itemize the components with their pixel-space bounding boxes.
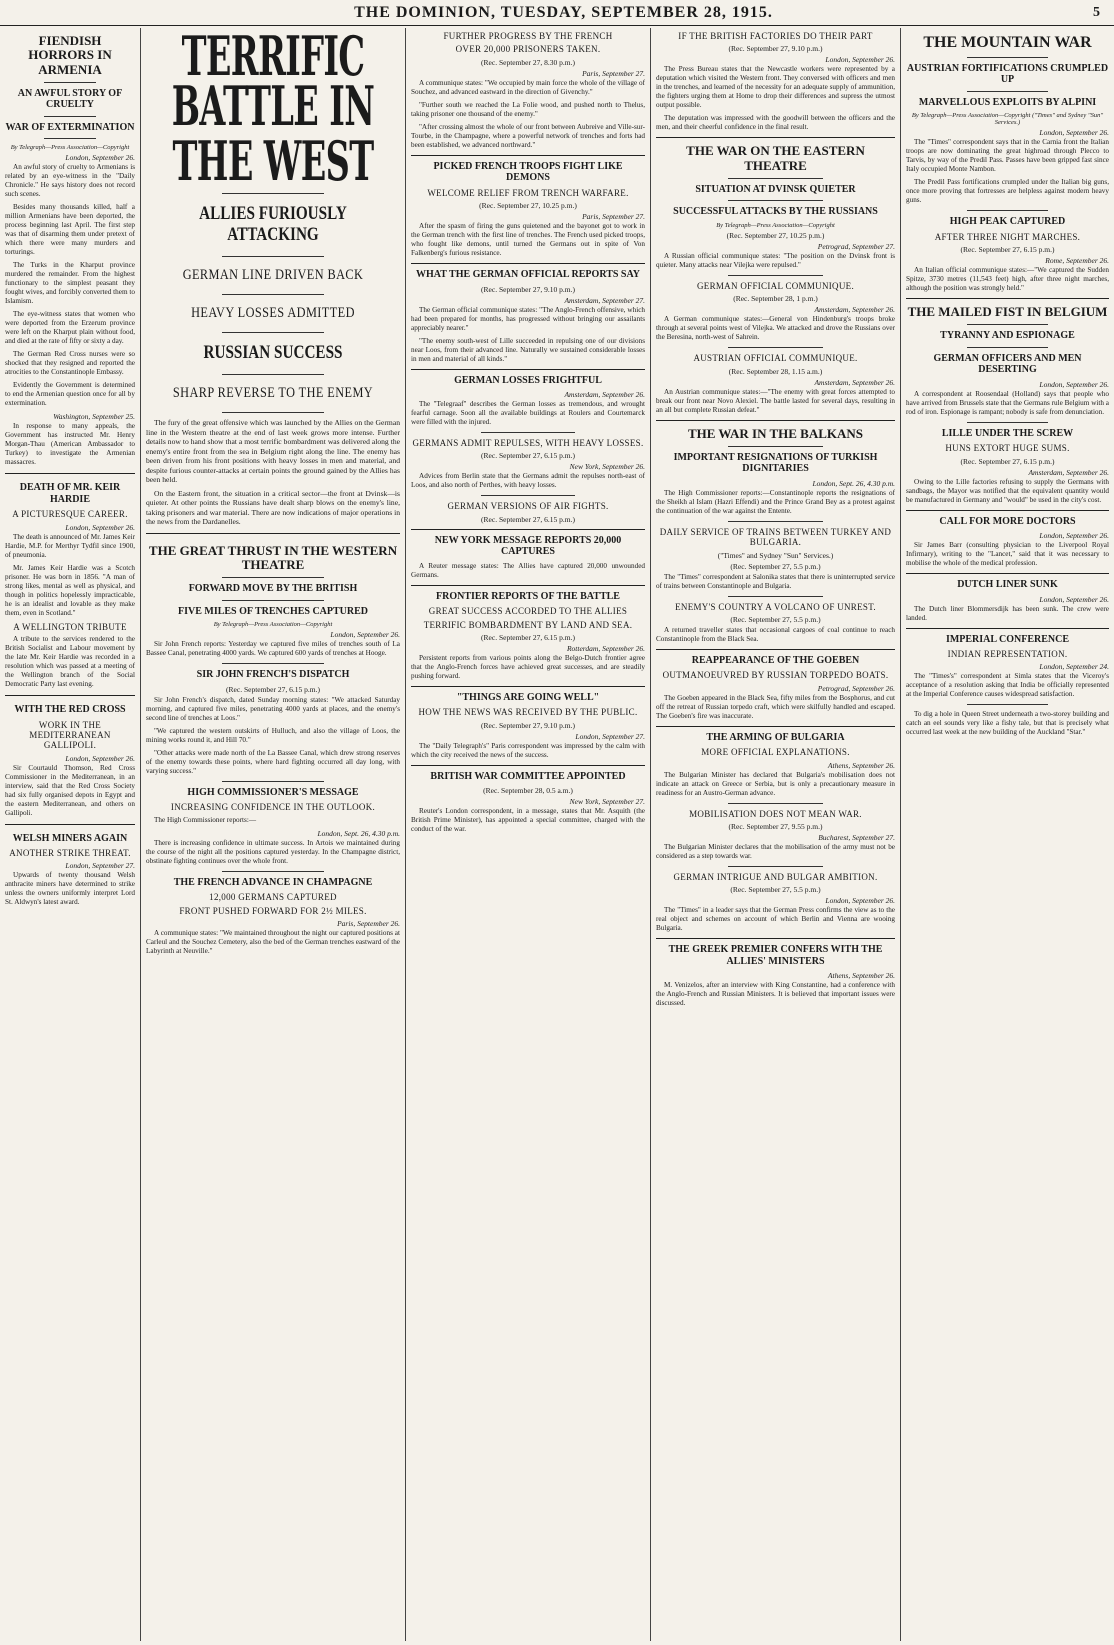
dateline: London, September 26. (65, 153, 135, 163)
subhead: HOW THE NEWS WAS RECEIVED BY THE PUBLIC. (418, 707, 638, 718)
headline-volcano: ENEMY'S COUNTRY A VOLCANO OF UNREST. (675, 601, 876, 612)
subhead: 12,000 GERMANS CAPTURED (209, 892, 337, 903)
dateline: London, September 26. (1039, 594, 1109, 604)
article-paragraph: A tribute to the services rendered to the British Socialist and Labour movement by the late Mr. Keir Hardie was recorded in a resolution which was passed at a meeting of the Wellington branch of the Social Democratic Party last evening. (5, 635, 135, 689)
article-paragraph: "Other attacks were made north of the La Bassee Canal, which drew strong reserves of the enemy towards these points, where hard fighting occurred all day long, with varying success." (146, 748, 400, 775)
headline-goeben: REAPPEARANCE OF THE GOEBEN (691, 654, 860, 666)
headline-french-dispatch: SIR JOHN FRENCH'S DISPATCH (196, 669, 350, 681)
subhead: INCREASING CONFIDENCE IN THE OUTLOOK. (170, 802, 376, 813)
article-paragraph: An Austrian communique states:—"The enemy with great forces attempted to break our front near Novo Alexiel. The battle lasted for several days, resulting in an all but complete Russian defeat." (656, 387, 895, 414)
column-3 (405, 28, 650, 1641)
headline-imperial-conference: IMPERIAL CONFERENCE (945, 633, 1070, 645)
subhead: SUCCESSFUL ATTACKS BY THE RUSSIANS (673, 206, 878, 218)
dateline: London, September 27. (575, 731, 645, 741)
received-time: (Rec. September 27, 9.10 p.m.) (728, 44, 823, 54)
headline-dutch-liner: DUTCH LINER SUNK (957, 579, 1058, 591)
headline-great-thrust: THE GREAT THRUST IN THE WESTERN THEATRE (148, 542, 398, 573)
headline-german-communique: GERMAN OFFICIAL COMMUNIQUE. (696, 280, 855, 291)
dateline: London, September 26. (825, 55, 895, 65)
dateline: Bucharest, September 27. (818, 832, 895, 842)
received-time: (Rec. September 27, 5.5 p.m.) (730, 614, 821, 624)
dateline: Amsterdam, September 27. (564, 295, 645, 305)
subhead: HUNS EXTORT HUGE SUMS. (945, 443, 1070, 454)
article-paragraph: Reuter's London correspondent, in a message, states that Mr. Asquith (the British Prime Minister), has appointed a special committee, charged with the conduct of the war. (411, 807, 645, 834)
article-paragraph: Sir John French reports: Yesterday we captured five miles of trenches south of La Bassee Canal, penetrating 4000 yards. We captured 600 yards of trenches at Hooge. (146, 640, 400, 658)
subhead: MORE OFFICIAL EXPLANATIONS. (701, 747, 850, 758)
newspaper-title: THE DOMINION, TUESDAY, SEPTEMBER 28, 1915. (354, 3, 773, 21)
headline-greek-premier: THE GREEK PREMIER CONFERS WITH THE ALLIES' MINISTERS (668, 944, 883, 967)
headline-armenia: FIENDISH HORRORS IN ARMENIA (28, 33, 112, 77)
received-time: (Rec. September 27, 5.5 p.m.) (730, 885, 821, 895)
article-paragraph: An awful story of cruelty to Armenians is related by an eye-witness in the "Daily Chronicle." He says history does not record such scenes. (5, 163, 135, 199)
article-paragraph: An Italian official communique states:—"We captured the Sudden Spitze, 3730 metres (11,543 feet) high, after three night marches, although the position was strongly held." (906, 265, 1109, 292)
main-headline-line-2: THE WEST (172, 129, 374, 194)
subhead: FRONT PUSHED FORWARD FOR 2½ MILES. (179, 905, 367, 916)
headline-british-factories: IF THE BRITISH FACTORIES DO THEIR PART (678, 31, 873, 41)
dateline: New York, September 27. (569, 797, 645, 807)
article-paragraph: A returned traveller states that occasional cargoes of coal continue to reach Constantinople from the Black Sea. (656, 625, 895, 643)
article-paragraph: Evidently the Government is determined to end the Armenian question once for all by extermination. (5, 381, 135, 408)
dateline: London, September 26. (65, 753, 135, 763)
article-paragraph: Owing to the Lille factories refusing to supply the Germans with sandbags, the Mayor was notified that the equivalent quantity would be manufactured in Germany and "would" be used in the city's cost. (906, 477, 1109, 504)
subhead: WELCOME RELIEF FROM TRENCH WARFARE. (427, 187, 629, 198)
article-paragraph: The Press Bureau states that the Newcastle workers were represented by a deputation which visited the Western front. They conversed with officers and men in the trenches, and learned of the necessity for an adequate supply of ammunition, the fighters urging them at Home to drop their differences and supress the utmost output possible. (656, 65, 895, 110)
article-paragraph: Persistent reports from various points along the Belgo-Dutch frontier agree that the Anglo-French forces have achieved great successes, and are steadily pushing forward. (411, 653, 645, 680)
article-paragraph: A correspondent at Roosendaal (Holland) says that people who have arrived from Brussels state that the Germans rule Belgium with a rod of iron. Espionage is rampant; nobody is safe from denunciation. (906, 389, 1109, 416)
article-paragraph: The "Times's" correspondent at Simla states that the Viceroy's acceptance of a resolution asking that India be officially represented at the Imperial Conference causes widespread satisfaction. (906, 672, 1109, 699)
headline-war-committee: BRITISH WAR COMMITTEE APPOINTED (430, 770, 626, 782)
received-time: (Rec. September 27, 9.10 p.m.) (481, 284, 575, 294)
dateline: Paris, September 27. (582, 68, 645, 78)
received-time: (Rec. September 27, 5.5 p.m.) (730, 561, 821, 571)
article-paragraph: "We captured the western outskirts of Hulluch, and also the village of Loos, the mining works round it, and Hill 70." (146, 726, 400, 744)
dateline: Athens, September 26. (827, 971, 895, 981)
article-paragraph: The High Commissioner reports:—Constantinople reports the resignations of the Sheikh al Islam (Hazri Effendi) and the Prince Grand Bey as a protest against the continuation of the war against the Entente. (656, 488, 895, 515)
dateline: London, September 26. (825, 896, 895, 906)
article-paragraph: The deputation was impressed with the goodwill between the officers and the men, and their cheerful confidence in the final result. (656, 114, 895, 132)
subhead: GREAT SUCCESS ACCORDED TO THE ALLIES (428, 606, 628, 617)
article-paragraph: Upwards of twenty thousand Welsh anthracite miners have determined to strike unless the owners uniformly interpret Lord St. Aldwyn's latest award. (5, 871, 135, 907)
main-headline-line-1: TERRIFIC BATTLE IN (171, 28, 375, 138)
article-paragraph: "The enemy south-west of Lille succeeded in repulsing one of our divisions near Loos, from their advanced line. Naturally we sustained considerable losses in men and material of all kinds." (411, 336, 645, 363)
received-time: (Rec. September 27, 6.15 p.m.) (960, 244, 1055, 254)
dateline: London, September 26. (1039, 128, 1109, 138)
article-paragraph: In response to many appeals, the Government has instructed Mr. Henry Morgan-Thau (American Ambassador to Turkey) to investigate the Armenian massacres. (5, 422, 135, 467)
article-paragraph: The "Daily Telegraph's" Paris correspondent was impressed by the calm with which the city received the news of the success. (411, 741, 645, 759)
article-paragraph: The "Times" in a leader says that the German Press confirms the view as to the real object and schemes on account of which Berlin and Vienna are wooing Bulgaria. (656, 906, 895, 933)
dateline: Washington, September 25. (53, 412, 135, 422)
article-paragraph: "After crossing almost the whole of our front between Aubreive and Ville-sur-Tourbe, in the Champagne, where a powerful network of trenches and forts had been established, we advanced northward." (411, 122, 645, 149)
headline-frontier-reports: FRONTIER REPORTS OF THE BATTLE (436, 590, 620, 602)
headline-picked-troops: PICKED FRENCH TROOPS FIGHT LIKE DEMONS (433, 160, 623, 184)
subhead: WORK IN THE MEDITERRANEAN GALLIPOLI. (29, 719, 111, 751)
subhead: A WELLINGTON TRIBUTE (13, 621, 127, 632)
article-paragraph: The Bulgarian Minister has declared that Bulgaria's mobilisation does not indicate an attack on Greece or Serbia, but is only a precautionary measure in readiness for an Austro-German advance. (656, 770, 895, 797)
received-time: (Rec. September 27, 6.15 p.m.) (226, 684, 320, 694)
dateline: Petrograd, September 26. (817, 683, 895, 693)
headline-arming-bulgaria: THE ARMING OF BULGARIA (706, 731, 845, 743)
column-2 (140, 28, 405, 1641)
dateline: Amsterdam, September 26. (814, 377, 895, 387)
subhead: TYRANNY AND ESPIONAGE (940, 330, 1075, 342)
article-paragraph: Advices from Berlin state that the Germans admit the repulses north-east of Loos, and also north of Perthes, with heavy losses. (411, 472, 645, 490)
subhead: FIVE MILES OF TRENCHES CAPTURED (177, 605, 369, 617)
article-paragraph: A Russian official communique states: "The position on the Dvinsk front is quieter. Many attacks near Vilejka were repulsed." (656, 251, 895, 269)
headline-red-cross: WITH THE RED CROSS (14, 704, 126, 716)
received-time: (Rec. September 27, 9.10 p.m.) (481, 720, 575, 730)
received-time: (Rec. September 27, 6.15 p.m.) (481, 514, 575, 524)
received-time: (Rec. September 27, 9.55 p.m.) (728, 821, 823, 831)
headline-high-commissioner: HIGH COMMISSIONER'S MESSAGE (187, 786, 359, 798)
masthead (0, 0, 1114, 26)
dateline: Athens, September 26. (827, 760, 895, 770)
headline-german-losses: GERMAN LOSSES FRIGHTFUL (454, 374, 602, 386)
received-time: (Rec. September 27, 6.15 p.m.) (960, 456, 1055, 466)
headline-high-peak: HIGH PEAK CAPTURED (949, 216, 1066, 228)
subhead: AN AWFUL STORY OF CRUELTY (17, 87, 123, 111)
received-time: (Rec. September 27, 10.25 p.m.) (726, 230, 825, 240)
headline-going-well: "THINGS ARE GOING WELL" (456, 691, 600, 703)
article-paragraph: A communique states: "We occupied by main force the whole of the village of Souchez, and advanced eastward in the direction of Givenchy." (411, 78, 645, 96)
article-paragraph: "Further south we reached the La Folie wood, and pushed north to Thelus, taking prisoner one thousand of the enemy." (411, 100, 645, 118)
article-paragraph: A Reuter message states: The Allies have captured 20,000 unwounded Germans. (411, 561, 645, 579)
subhead: FORWARD MOVE BY THE BRITISH (188, 583, 358, 595)
subhead: TERRIFIC BOMBARDMENT BY LAND AND SEA. (423, 619, 633, 630)
article-paragraph: Sir John French's dispatch, dated Sunday morning states: "We attacked Saturday morning, and captured five miles, penetrating 4000 yards at places, and the enemy's second line of trenches at Loos." (146, 695, 400, 722)
article-paragraph: The "Times" correspondent at Salonika states that there is uninterrupted service of trains between Constantinople and Bulgaria. (656, 572, 895, 590)
page-number: 5 (1093, 4, 1100, 20)
headline-20000-captures: NEW YORK MESSAGE REPORTS 20,000 CAPTURES (434, 534, 622, 558)
article-paragraph: The death is announced of Mr. James Keir Hardie, M.P. for Merthyr Tydfil since 1900, of pneumonia. (5, 532, 135, 559)
headline-eastern-theatre: THE WAR ON THE EASTERN THEATRE (686, 143, 865, 173)
article-paragraph: The Dutch liner Blommersdijk has been sunk. The crew were landed. (906, 604, 1109, 622)
article-paragraph: The German Red Cross nurses were so shocked that they resigned and reported the atrocities to the Constantinople Embassy. (5, 350, 135, 377)
headline-further-progress: FURTHER PROGRESS BY THE FRENCH (443, 31, 613, 41)
received-time: (Rec. September 27, 6.15 p.m.) (481, 451, 575, 461)
dateline: London, September 26. (65, 522, 135, 532)
dateline: London, September 24. (1039, 662, 1109, 672)
article-paragraph: There is increasing confidence in ultimate success. In Artois we maintained during the course of the night all the positions captured yesterday. In the Champagne district, obstinate fighting continues over the whole front. (146, 838, 400, 865)
article-paragraph: The Bulgarian Minister declares that the mobilisation of the army must not be considered as a step towards war. (656, 842, 895, 860)
subhead: OVER 20,000 PRISONERS TAKEN. (455, 44, 601, 55)
article-paragraph: The High Commissioner reports:— (154, 815, 257, 824)
article-paragraph: The fury of the great offensive which was launched by the Allies on the German line in the Western theatre at the end of last week grows more intense. Further details now to hand show that a most terrific bombardment was delivered along the enemy's entire front from the sea in Belgium right along the line. The enemy has been driven from his front positions with heavy losses in men and material, and despite furious counter-attacks at certain points the ground gained by the Allies has been held. (146, 418, 400, 485)
dateline: Petrograd, September 27. (817, 241, 895, 251)
subhead: AFTER THREE NIGHT MARCHES. (934, 231, 1081, 242)
received-time: (Rec. September 27, 8.30 p.m.) (481, 57, 575, 67)
credit-line: By Telegraph—Press Association—Copyright (716, 221, 835, 229)
article-paragraph: The "Times" correspondent says that in the Carnia front the Italian troops are now dominating the great highroad through Plecco to Tarvis, by way of the Predil Pass. Passes have been gripped fast since Italy occupied Monte Nambon. (906, 138, 1109, 174)
headline-welsh-miners: WELSH MINERS AGAIN (12, 832, 128, 844)
dateline: London, Sept. 26, 4.30 p.m. (317, 828, 400, 838)
dateline: New York, September 26. (569, 462, 645, 472)
received-time: (Rec. September 27, 10.25 p.m.) (479, 201, 577, 211)
dateline: London, Sept. 26, 4.30 p.m. (812, 478, 895, 488)
subhead: MARVELLOUS EXPLOITS BY ALPINI (918, 96, 1097, 108)
main-subheadline: RUSSIAN SUCCESS (203, 342, 343, 364)
article-paragraph: Sir James Barr (consulting physician to the Liverpool Royal Infirmary), writing to the "Lancet," said that it was necessary to mobilise the whole of the medical profession. (906, 541, 1109, 568)
headline-german-reports: WHAT THE GERMAN OFFICIAL REPORTS SAY (415, 269, 641, 281)
article-paragraph: The Predil Pass fortifications crumpled under the Italian big guns, once more proving that fortresses are helpless against modern heavy guns. (906, 178, 1109, 205)
dateline: Rotterdam, September 26. (566, 643, 645, 653)
dateline: Amsterdam, September 26. (1028, 467, 1109, 477)
subhead: OUTMANOEUVRED BY RUSSIAN TORPEDO BOATS. (662, 670, 889, 681)
headline-mailed-fist: THE MAILED FIST IN BELGIUM (907, 303, 1108, 319)
dateline: London, September 27. (65, 861, 135, 871)
received-time: (Rec. September 27, 6.15 p.m.) (481, 632, 575, 642)
subhead: GERMAN OFFICERS AND MEN DESERTING (933, 352, 1082, 376)
article-paragraph: A communique states: "We maintained throughout the night our captured positions at Carleul and the Souchez Cemetery, also the bed of the German trenches eastward of the Labyrinth at Neuville." (146, 928, 400, 955)
main-subheadline: ALLIES FURIOUSLY ATTACKING (199, 203, 347, 245)
headline-austrian-communique: AUSTRIAN OFFICIAL COMMUNIQUE. (693, 353, 858, 364)
headline-german-intrigue: GERMAN INTRIGUE AND BULGAR AMBITION. (673, 871, 878, 882)
subhead: INDIAN REPRESENTATION. (947, 649, 1068, 660)
headline-keir-hardie: DEATH OF MR. KEIR HARDIE (19, 482, 121, 505)
subhead: SITUATION AT DVINSK QUIETER (695, 183, 856, 195)
headline-balkans: THE WAR IN THE BALKANS (687, 425, 864, 441)
service-credit: ("Times" and Sydney "Sun" Services.) (717, 550, 834, 560)
subhead: IMPORTANT RESIGNATIONS OF TURKISH DIGNITARIES (673, 451, 878, 475)
dateline: Amsterdam, September 26. (814, 305, 895, 315)
credit-line: By Telegraph—Press Association—Copyright (213, 621, 333, 629)
article-paragraph: To dig a hole in Queen Street underneath a two-storey building and catch an eel sounds very like a fishy tale, but that is precisely what occurred last week at the new building of the Auckland "Star." (906, 710, 1109, 737)
article-paragraph: On the Eastern front, the situation in a critical sector—the front at Dvinsk—is quieter. At other points the Russians have dealt sharp blows on the enemy's line, taking prisoners and war material. There are now indications of major operations in the news from the Dardanelles. (146, 488, 400, 527)
article-paragraph: M. Venizelos, after an interview with King Constantine, had a conference with the Anglo-French and Russian Ministers. It is believed that important issues were discussed. (656, 981, 895, 1008)
headline-air-fights: GERMAN VERSIONS OF AIR FIGHTS. (447, 501, 609, 512)
article-paragraph: The Turks in the Kharput province murdered the remainder. From the highest functionary to the simplest peasant they fought wives, and forcibly converted them to Islamism. (5, 261, 135, 306)
dateline: Amsterdam, September 26. (564, 390, 645, 400)
article-paragraph: The German official communique states: "The Anglo-French offensive, which had been prepared for months, has progressed without bringing our assailants appreciably nearer." (411, 305, 645, 332)
headline-doctors: CALL FOR MORE DOCTORS (939, 515, 1076, 527)
dateline: Paris, September 26. (337, 918, 400, 928)
headline-trains: DAILY SERVICE OF TRAINS BETWEEN TURKEY AND BULGARIA. (659, 526, 892, 548)
dateline: London, September 26. (1039, 531, 1109, 541)
dateline: London, September 26. (330, 630, 400, 640)
received-time: (Rec. September 28, 1 p.m.) (733, 294, 818, 304)
headline-mountain-war: THE MOUNTAIN WAR (923, 34, 1092, 51)
headline-mobilisation: MOBILISATION DOES NOT MEAN WAR. (689, 808, 862, 819)
article-paragraph: The Goeben appeared in the Black Sea, fifty miles from the Bosphorus, and cut off the retreat of Russian torpedo craft, which were skilfully handled and escaped. The Goeben's fire was inaccurate. (656, 693, 895, 720)
column-4 (650, 28, 900, 1641)
subhead: A PICTURESQUE CAREER. (12, 509, 128, 520)
article-paragraph: A German communique states:—General von Hindenburg's troops broke through at several points west of Vilejka. We attacked and drove the Russians over the Beresina, north-west of Sahrein. (656, 315, 895, 342)
received-time: (Rec. September 28, 1.15 a.m.) (728, 366, 823, 376)
subhead: AUSTRIAN FORTIFICATIONS CRUMPLED UP (906, 62, 1109, 86)
headline-germans-admit: GERMANS ADMIT REPULSES, WITH HEAVY LOSSES. (412, 438, 644, 449)
subhead: ANOTHER STRIKE THREAT. (9, 848, 131, 859)
main-subheadline: HEAVY LOSSES ADMITTED (191, 305, 355, 322)
article-paragraph: The "Telegraaf" describes the German losses as tremendous, and wrought fearful carnage. Soon all the available buildings at Roulers and Courtemarck were filled with the injured. (411, 400, 645, 427)
dateline: London, September 26. (1039, 379, 1109, 389)
credit-line: By Telegraph—Press Association—Copyright ("Times" and Sydney "Sun" Services.) (911, 112, 1104, 127)
received-time: (Rec. September 28, 0.5 a.m.) (483, 786, 573, 796)
main-subheadline: SHARP REVERSE TO THE ENEMY (172, 385, 374, 402)
headline-champagne: THE FRENCH ADVANCE IN CHAMPAGNE (173, 876, 373, 888)
headline-lille: LILLE UNDER THE SCREW (941, 427, 1074, 439)
article-paragraph: Sir Courtauld Thomson, Red Cross Commissioner in the Mediterranean, in an interview, said that the Red Cross Society had six fully organised depots in Egypt and the eastern Mediterranean, and others on Gallipoli. (5, 763, 135, 817)
column-5 (900, 28, 1114, 1641)
subhead: WAR OF EXTERMINATION (5, 121, 135, 133)
column-1 (0, 28, 140, 1641)
dateline: Rome, September 26. (1045, 255, 1109, 265)
main-subheadline: GERMAN LINE DRIVEN BACK (182, 266, 364, 283)
article-paragraph: The eye-witness states that women who were deported from the Erzerum province were left on the Kharput plain without food, and died at the rate of fifty or sixty a day. (5, 310, 135, 346)
article-paragraph: Besides many thousands killed, half a million Armenians have been deported, the process beginning last April. The first step was that of disarming them under pretext of which there were many murders and torturings. (5, 203, 135, 257)
dateline: Paris, September 27. (582, 212, 645, 222)
article-paragraph: After the spasm of firing the guns quietened and the bayonet got to work in the German trench with the first line of trenches. The French used picked troops, who fought like demons, until turned the Germans out in spite of Von Falkenberg's furious resistance. (411, 222, 645, 258)
credit-line: By Telegraph—Press Association—Copyright (10, 144, 130, 152)
article-paragraph: Mr. James Keir Hardie was a Scotch prisoner. He was born in 1856. "A man of strong likes, mental as well as physical, and though in politics hopelessly impracticable, he is an idealist and lovable as they make them, even in Scotland." (5, 563, 135, 617)
